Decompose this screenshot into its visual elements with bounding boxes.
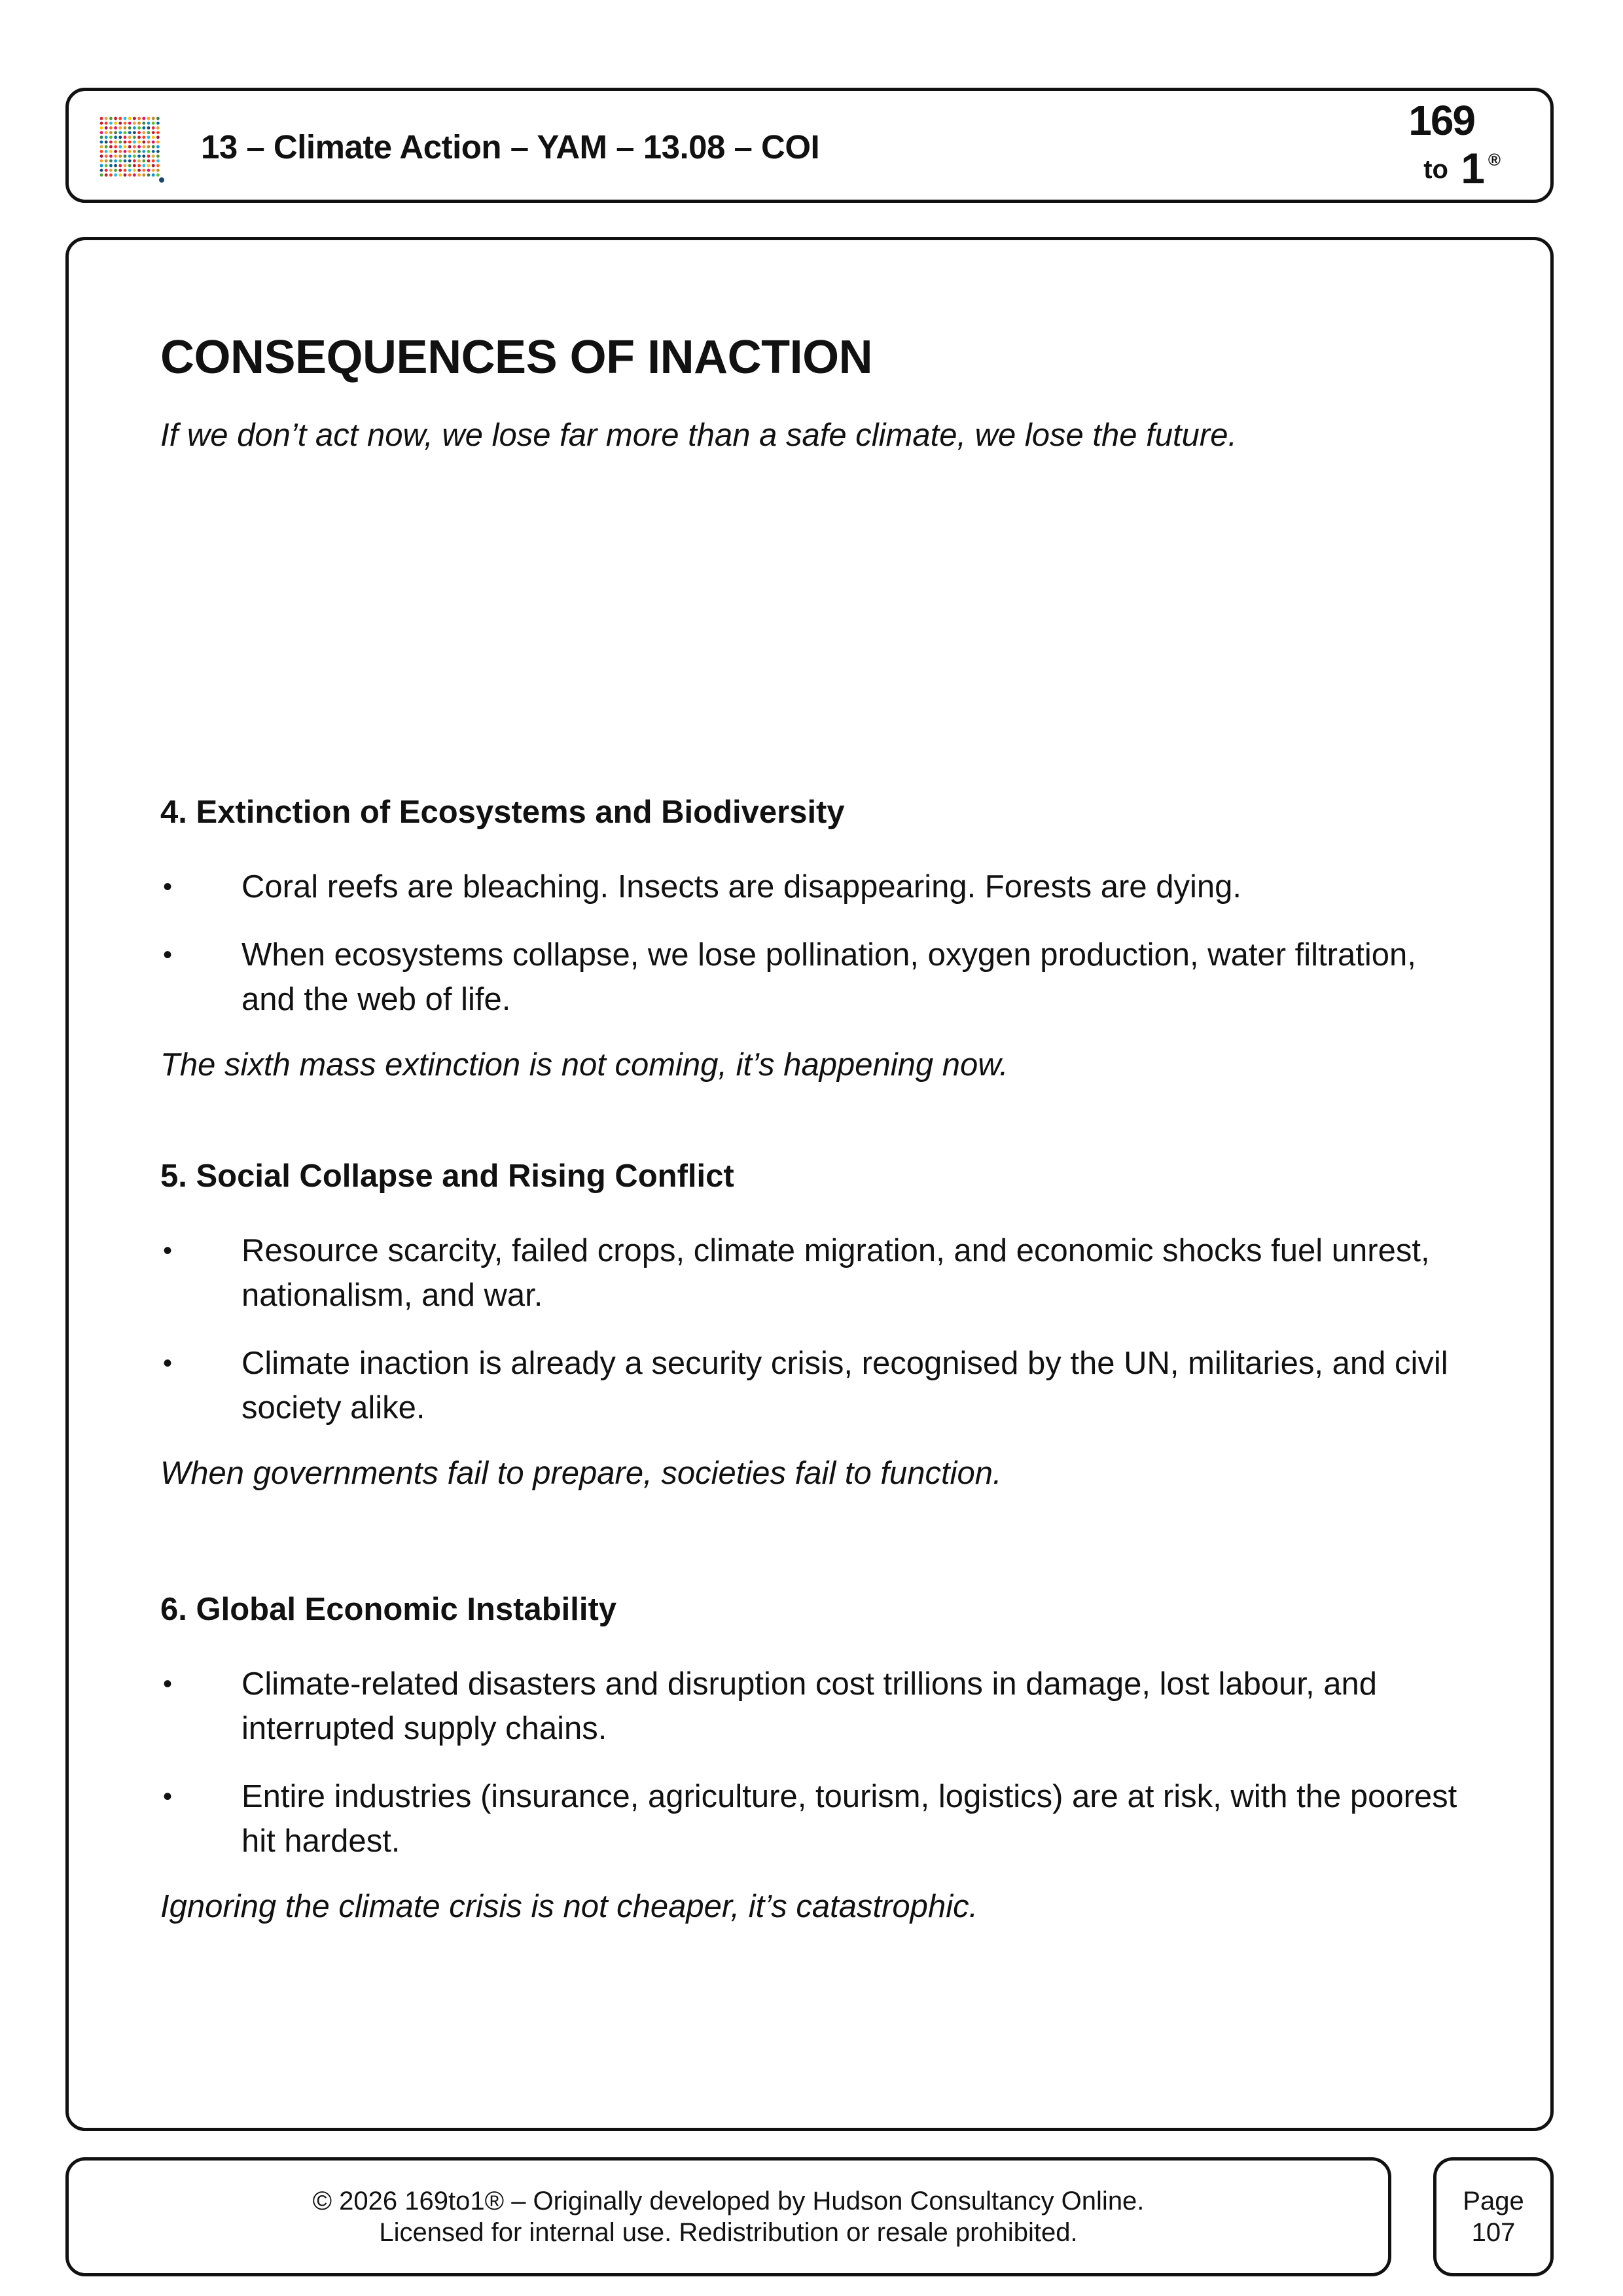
colored-dot-grid-logo xyxy=(98,115,166,183)
brand-to: to xyxy=(1423,155,1448,184)
list-item-text: Climate inaction is already a security crisis, recognised by the UN, militaries, and civil society alike. xyxy=(241,1346,1448,1426)
bullet-icon: • xyxy=(163,1782,173,1811)
page-number-box xyxy=(1433,2157,1554,2276)
section-social-collapse xyxy=(160,1157,1469,1493)
brand-one: 1 xyxy=(1461,144,1485,192)
list-item xyxy=(160,865,1469,909)
bullet-list xyxy=(160,1229,1469,1430)
brand-mark xyxy=(1396,96,1501,194)
section-takeaway: The sixth mass extinction is not coming, it’s happening now. xyxy=(160,1047,1008,1083)
section-takeaway: When governments fail to prepare, societies fail to function. xyxy=(160,1456,1002,1491)
copyright-footer xyxy=(65,2157,1391,2276)
page-title: CONSEQUENCES OF INACTION xyxy=(160,331,873,384)
list-item-text: Climate-related disasters and disruption cost trillions in damage, lost labour, and interrupted supply chains. xyxy=(241,1666,1377,1746)
list-item xyxy=(160,1229,1469,1318)
content-panel xyxy=(65,237,1554,2131)
bullet-list xyxy=(160,1662,1469,1863)
list-item-text: When ecosystems collapse, we lose pollination, oxygen production, water filtration, and the web of life. xyxy=(241,937,1416,1017)
list-item xyxy=(160,1774,1469,1863)
license-line: Licensed for internal use. Redistribution or resale prohibited. xyxy=(379,2218,1078,2247)
bullet-icon: • xyxy=(163,941,173,969)
page-number: 107 xyxy=(1471,2218,1516,2247)
brand-number: 169 xyxy=(1408,97,1474,144)
section-heading: 4. Extinction of Ecosystems and Biodiversity xyxy=(160,795,845,830)
brand-registered-mark: ® xyxy=(1488,150,1501,170)
section-heading: 5. Social Collapse and Rising Conflict xyxy=(160,1158,734,1194)
section-economic-instability xyxy=(160,1590,1469,1926)
list-item xyxy=(160,1341,1469,1430)
page-header xyxy=(65,88,1554,203)
list-item-text: Resource scarcity, failed crops, climate migration, and economic shocks fuel unrest, nationalism, and war. xyxy=(241,1233,1430,1313)
copyright-line: © 2026 169to1® – Originally developed by Hudson Consultancy Online. xyxy=(312,2187,1145,2215)
document-code-title: 13 – Climate Action – YAM – 13.08 – COI xyxy=(201,128,820,166)
page-subtitle: If we don’t act now, we lose far more than a safe climate, we lose the future. xyxy=(160,418,1238,453)
list-item-text: Entire industries (insurance, agriculture, tourism, logistics) are at risk, with the poorest hit hardest. xyxy=(241,1779,1457,1859)
list-item xyxy=(160,933,1469,1022)
section-heading: 6. Global Economic Instability xyxy=(160,1592,617,1627)
bullet-list xyxy=(160,865,1469,1022)
page-label: Page xyxy=(1463,2187,1524,2215)
bullet-icon: • xyxy=(163,872,173,901)
bullet-icon: • xyxy=(163,1670,173,1698)
list-item-text: Coral reefs are bleaching. Insects are disappearing. Forests are dying. xyxy=(241,869,1241,905)
bullet-icon: • xyxy=(163,1236,173,1265)
bullet-icon: • xyxy=(163,1349,173,1378)
list-item xyxy=(160,1662,1469,1751)
section-takeaway: Ignoring the climate crisis is not cheaper, it’s catastrophic. xyxy=(160,1889,978,1924)
section-ecosystems xyxy=(160,793,1469,1085)
